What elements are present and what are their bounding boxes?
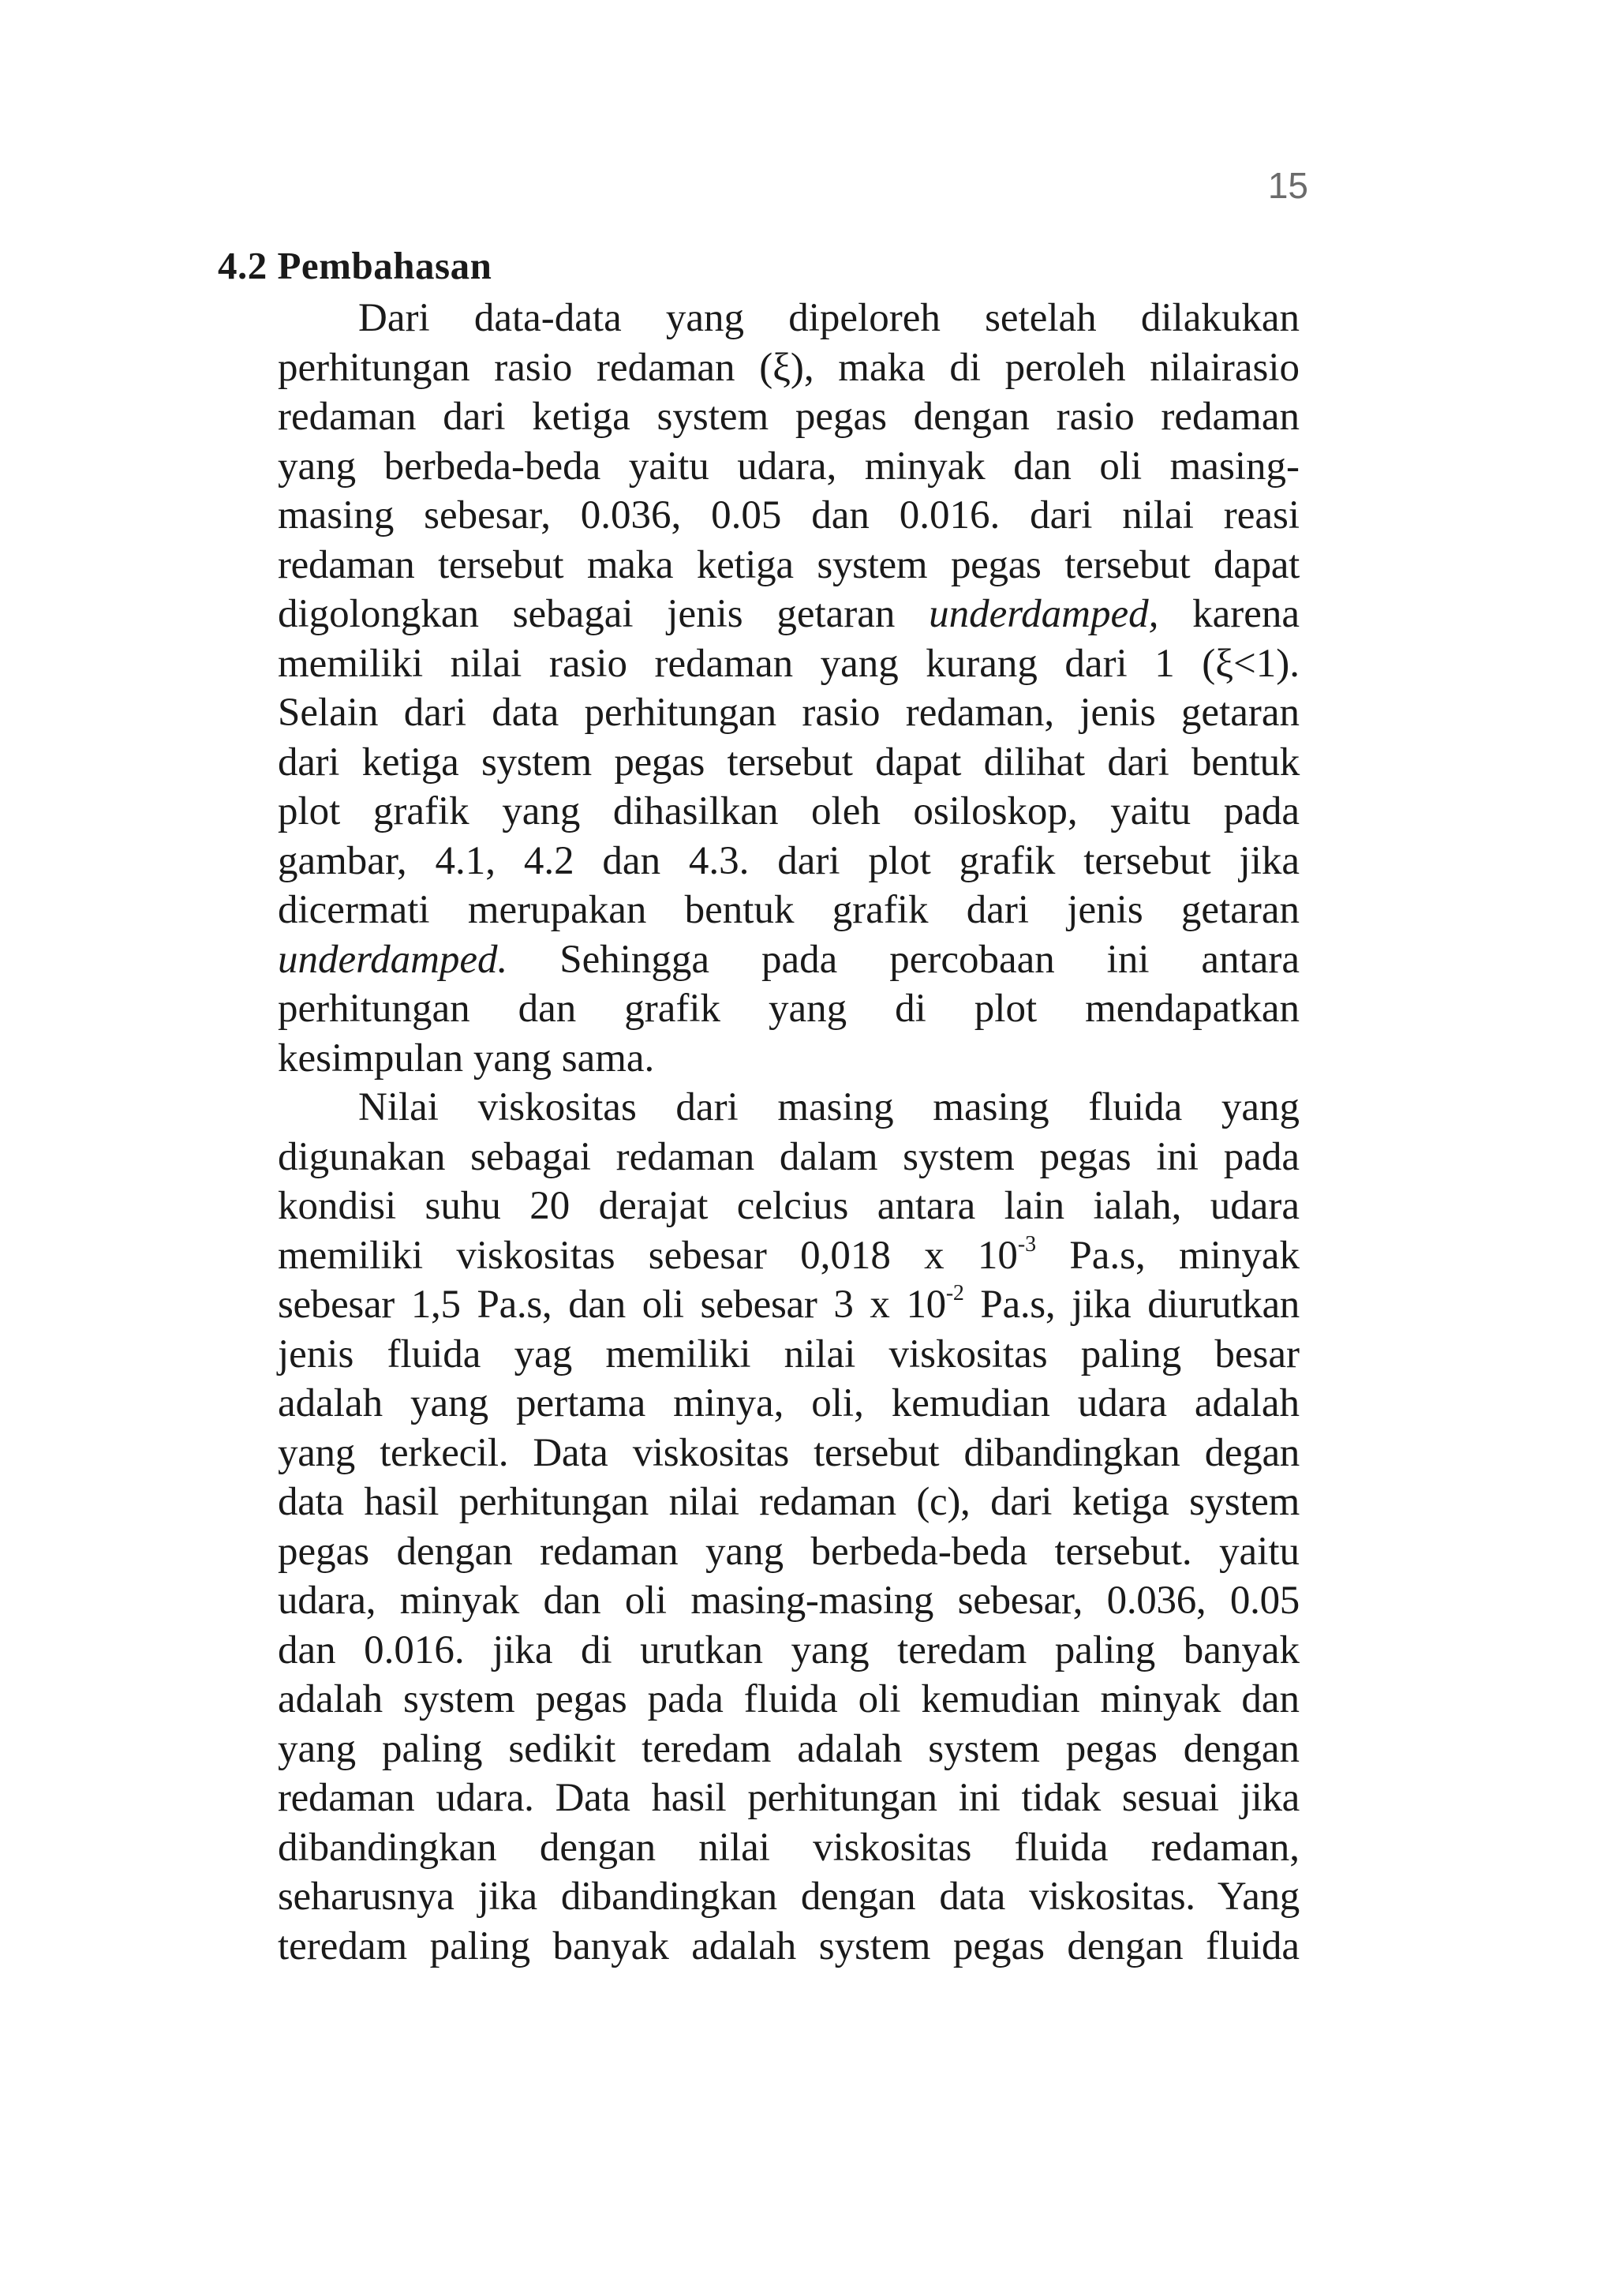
paragraph-1-line: redaman dari ketiga system pegas dengan rasio redaman: [278, 395, 1300, 439]
paragraph-2-line: pegas dengan redaman yang berbeda-beda tersebut. yaitu: [278, 1529, 1300, 1574]
paragraph-1-line: kesimpulan yang sama.: [278, 1036, 655, 1081]
paragraph-2-line: yang paling sedikit teredam adalah system pegas dengan: [278, 1726, 1300, 1771]
paragraph-1-line: dari ketiga system pegas tersebut dapat dilihat dari bentuk: [278, 740, 1300, 785]
text-run: Sehingga pada percobaan ini antara: [507, 937, 1300, 982]
paragraph-2-line: jenis fluida yag memiliki nilai viskositas paling besar: [278, 1332, 1300, 1376]
paragraph-2-line: adalah yang pertama minya, oli, kemudian udara adalah: [278, 1381, 1300, 1425]
paragraph-2-line: data hasil perhitungan nilai redaman (c), dari ketiga system: [278, 1480, 1300, 1524]
paragraph-2-line: dan 0.016. jika di urutkan yang teredam paling banyak: [278, 1627, 1300, 1672]
text-run: sebesar 1,5 Pa.s, dan oli sebesar 3 x 10: [278, 1283, 946, 1327]
paragraph-2-line: dibandingkan dengan nilai viskositas fluida redaman,: [278, 1825, 1300, 1870]
text-run: digolongkan sebagai jenis getaran: [278, 592, 930, 636]
paragraph-2-line: udara, minyak dan oli masing-masing sebesar, 0.036, 0.05: [278, 1579, 1300, 1623]
paragraph-2-line: kondisi suhu 20 derajat celcius antara lain ialah, udara: [278, 1184, 1300, 1228]
paragraph-2-line: [278, 1280, 1300, 1330]
paragraph-2-line: adalah system pegas pada fluida oli kemudian minyak dan: [278, 1677, 1300, 1721]
paragraph-1-line: masing sebesar, 0.036, 0.05 dan 0.016. dari nilai reasi: [278, 493, 1300, 537]
exponent: -2: [945, 1281, 964, 1305]
paragraph-2-line: yang terkecil. Data viskositas tersebut dibandingkan degan: [278, 1430, 1300, 1475]
paragraph-2-line: redaman udara. Data hasil perhitungan ini tidak sesuai jika: [278, 1776, 1300, 1820]
paragraph-2-line: digunakan sebagai redaman dalam system pegas ini pada: [278, 1134, 1300, 1179]
paragraph-1-line: [278, 935, 1300, 985]
paragraph-2-line: Nilai viskositas dari masing masing fluida yang: [358, 1085, 1300, 1129]
text-run: memiliki viskositas sebesar 0,018 x 10: [278, 1233, 1018, 1278]
text-run: Pa.s, jika diurutkan: [963, 1283, 1300, 1327]
text-run: Pa.s, minyak: [1036, 1233, 1300, 1278]
paragraph-2-line: seharusnya jika dibandingkan dengan data viskositas. Yang: [278, 1875, 1300, 1919]
paragraph-1-line: gambar, 4.1, 4.2 dan 4.3. dari plot grafik tersebut jika: [278, 838, 1300, 883]
italic-term: underdamped.: [278, 937, 508, 982]
paragraph-1-line: redaman tersebut maka ketiga system pegas tersebut dapat: [278, 542, 1300, 587]
paragraph-1-line: [278, 590, 1300, 639]
paragraph-1-line: perhitungan rasio redaman (ξ), maka di peroleh nilairasio: [278, 345, 1300, 390]
paragraph-1-line: perhitungan dan grafik yang di plot mendapatkan: [278, 987, 1300, 1031]
page-number: 15: [1267, 165, 1308, 206]
paragraph-1-line: plot grafik yang dihasilkan oleh osiloskop, yaitu pada: [278, 789, 1300, 833]
section-heading: 4.2 Pembahasan: [218, 244, 492, 287]
paragraph-2-line: teredam paling banyak adalah system pegas dengan fluida: [278, 1923, 1300, 1968]
text-run: karena: [1158, 592, 1300, 636]
paragraph-1-line: Selain dari data perhitungan rasio redaman, jenis getaran: [278, 691, 1300, 735]
paragraph-1-line: yang berbeda-beda yaitu udara, minyak dan oli masing-: [278, 444, 1300, 489]
paragraph-1-line: Dari data-data yang dipeloreh setelah dilakukan: [358, 296, 1300, 340]
paragraph-2-line: [278, 1231, 1300, 1281]
italic-term: underdamped,: [929, 592, 1159, 636]
exponent: -3: [1017, 1231, 1037, 1257]
paragraph-1-line: memiliki nilai rasio redaman yang kurang dari 1 (ξ<1).: [278, 641, 1300, 686]
paragraph-1-line: dicermati merupakan bentuk grafik dari jenis getaran: [278, 888, 1300, 932]
body-text: [278, 294, 1300, 1971]
